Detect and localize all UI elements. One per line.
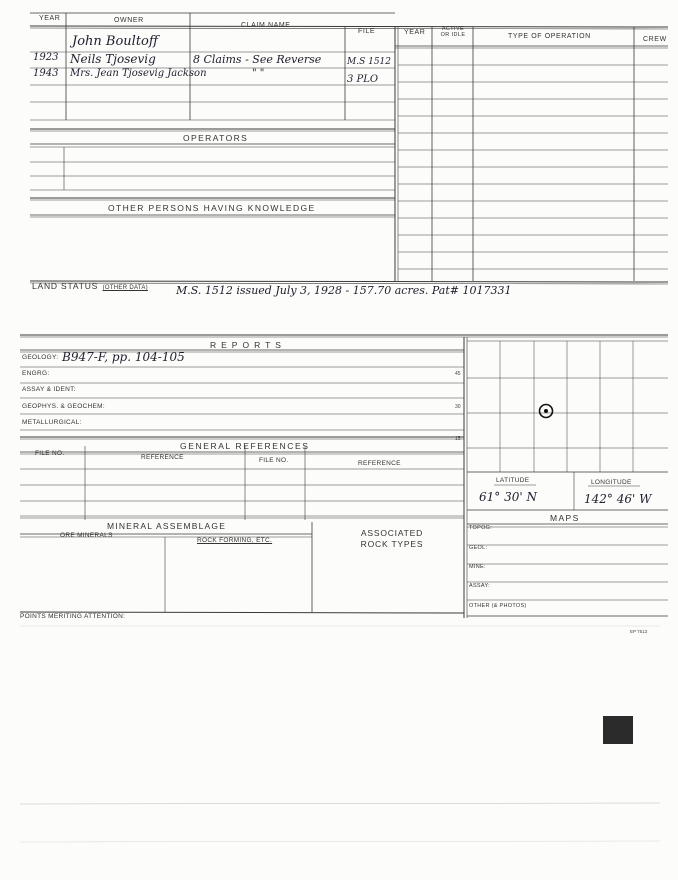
gen-ref-reference-1: REFERENCE xyxy=(141,454,184,461)
land-status-label: LAND STATUS xyxy=(32,281,99,291)
land-status-value: M.S. 1512 issued July 3, 1928 - 157.70 acres. Pat# 1017331 xyxy=(176,284,512,297)
form-number: EP 7513 xyxy=(630,629,648,634)
land-status-sub: (OTHER DATA) xyxy=(102,285,148,291)
longitude-value: 142° 46' W xyxy=(584,492,652,506)
owner-row-3-owner: Mrs. Jean Tjosevig Jackson xyxy=(70,68,207,79)
mineral-assemblage-title: MINERAL ASSEMBLAGE xyxy=(107,521,227,531)
reports-title: REPORTS xyxy=(210,340,286,350)
gen-ref-file-no-1: FILE NO. xyxy=(35,450,65,457)
ore-minerals-label: ORE MINERALS xyxy=(60,532,113,539)
maps-geol-label: GEOL: xyxy=(469,545,488,551)
location-marker-icon xyxy=(540,405,553,418)
scale-mark-45: 45 xyxy=(455,371,461,377)
owner-row-2-claim: 8 Claims - See Reverse xyxy=(193,53,322,66)
points-meriting-label: POINTS MERITING ATTENTION: xyxy=(20,613,126,620)
maps-title: MAPS xyxy=(550,513,580,523)
latitude-value: 61° 30' N xyxy=(479,490,537,504)
other-persons-title: OTHER PERSONS HAVING KNOWLEDGE xyxy=(108,203,316,213)
maps-other-label: OTHER (& PHOTOS) xyxy=(469,603,527,609)
header-owner: OWNER xyxy=(114,17,144,24)
header-type-of-operation: TYPE OF OPERATION xyxy=(508,33,591,40)
scan-registration-mark xyxy=(603,716,633,744)
header-crew: CREW xyxy=(643,36,667,43)
header-active-or-idle: ACTIVE OR IDLE xyxy=(440,26,466,38)
header-year: YEAR xyxy=(39,15,61,22)
header-file: FILE xyxy=(358,28,376,35)
owner-row-3-file: 3 PLO xyxy=(347,74,379,85)
maps-mine-label: MINE: xyxy=(469,564,486,570)
header-claim-name: CLAIM NAME xyxy=(241,22,291,29)
maps-topog-label: TOPOG: xyxy=(469,525,493,531)
operators-title: OPERATORS xyxy=(183,133,249,143)
geology-value: B947-F, pp. 104-105 xyxy=(62,350,185,364)
scale-mark-15: 15 xyxy=(455,436,461,442)
engrg-label: ENGRG: xyxy=(22,370,50,377)
gen-ref-file-no-2: FILE NO. xyxy=(259,457,289,464)
latitude-label: LATITUDE xyxy=(496,477,530,484)
owner-row-2-file: M.S 1512 xyxy=(347,57,392,67)
geology-label: GEOLOGY: xyxy=(22,354,59,361)
maps-assay-label: ASSAY: xyxy=(469,583,490,589)
owner-row-1-owner: John Boultoff xyxy=(72,34,159,49)
owner-row-3-claim: " " xyxy=(252,68,265,79)
scale-mark-30: 30 xyxy=(455,404,461,410)
rock-forming-label: ROCK FORMING, ETC. xyxy=(197,537,273,544)
gen-ref-reference-2: REFERENCE xyxy=(358,460,401,467)
longitude-label: LONGITUDE xyxy=(591,479,632,486)
assay-ident-label: ASSAY & IDENT: xyxy=(22,386,76,393)
owner-row-2-owner: Neils Tjosevig xyxy=(70,52,156,66)
owner-row-3-year: 1943 xyxy=(33,68,59,79)
owner-row-2-year: 1923 xyxy=(33,52,59,63)
geophys-label: GEOPHYS. & GEOCHEM: xyxy=(22,403,105,410)
metallurgical-label: METALLURGICAL: xyxy=(22,419,82,426)
associated-rock-types-title: ASSOCIATED ROCK TYPES xyxy=(360,528,424,549)
general-references-title: GENERAL REFERENCES xyxy=(180,441,310,451)
header-year-right: YEAR xyxy=(404,29,426,36)
land-status-row xyxy=(32,276,148,294)
